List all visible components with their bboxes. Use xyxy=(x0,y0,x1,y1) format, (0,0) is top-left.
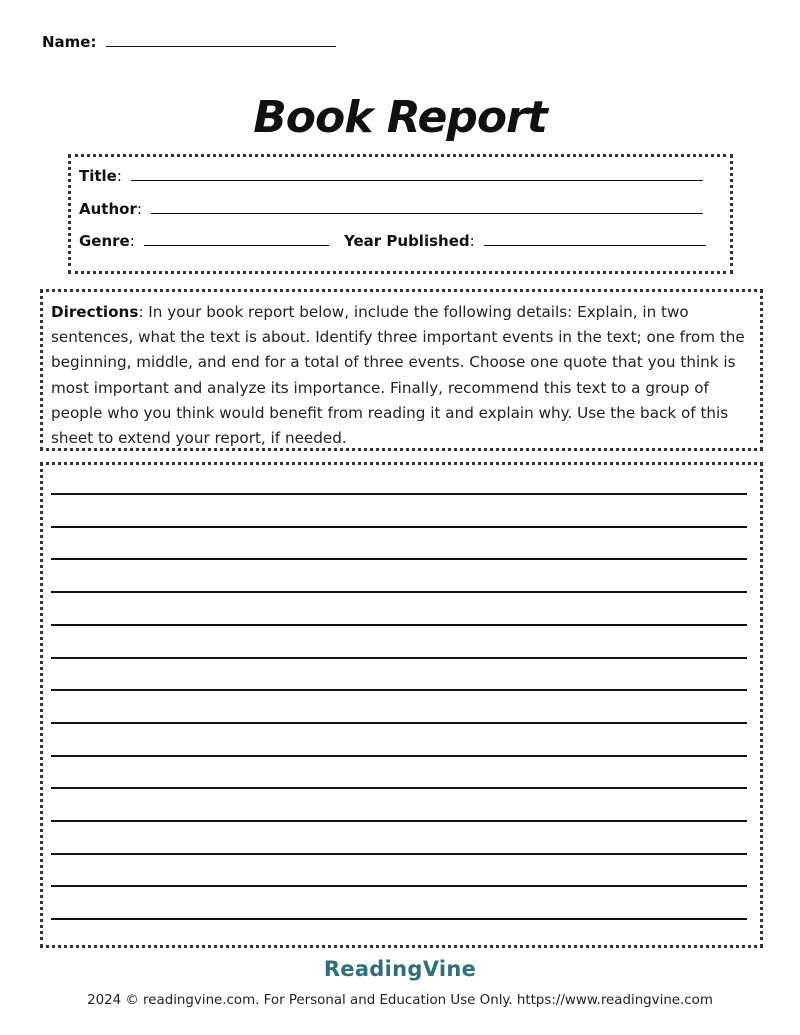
footer-text: 2024 © readingvine.com. For Personal and Education Use Only. https://www.readingvine.com xyxy=(87,993,713,1008)
writing-line[interactable] xyxy=(51,853,747,855)
name-input-line[interactable] xyxy=(106,46,336,47)
directions-body: : In your book report below, include the following details: Explain, in two sentences, what the text is about. Identify three important events in the text; one from the beginning, middle, and end for a total of three events. Choose one quote that you think is most important and analyze its importance. Finally, recommend this text to a group of people who you think would benefit from reading it and explain why. Use the back of this sheet to extend your report, if needed. xyxy=(51,303,745,448)
writing-line[interactable] xyxy=(51,558,747,560)
writing-line[interactable] xyxy=(51,885,747,887)
author-input-line[interactable] xyxy=(151,213,703,214)
writing-area[interactable] xyxy=(40,462,763,948)
genre-field: Genre: xyxy=(79,232,329,250)
writing-line[interactable] xyxy=(51,657,747,659)
title-label: Title xyxy=(79,167,117,185)
readingvine-logo: ReadingVine xyxy=(323,957,477,981)
directions-text xyxy=(51,300,751,451)
writing-line[interactable] xyxy=(51,787,747,789)
title-input-line[interactable] xyxy=(131,180,703,181)
year-input-line[interactable] xyxy=(484,245,706,246)
author-label: Author xyxy=(79,200,137,218)
genre-input-line[interactable] xyxy=(144,245,329,246)
writing-line[interactable] xyxy=(51,493,747,495)
writing-line[interactable] xyxy=(51,689,747,691)
author-field: Author: xyxy=(79,200,703,218)
genre-label: Genre xyxy=(79,232,130,250)
title-field: Title: xyxy=(79,167,703,185)
directions-box xyxy=(40,289,763,451)
writing-line[interactable] xyxy=(51,755,747,757)
writing-line[interactable] xyxy=(51,722,747,724)
writing-line[interactable] xyxy=(51,918,747,920)
year-field: Year Published: xyxy=(344,232,706,250)
page-title: Book Report xyxy=(253,92,547,143)
book-info-box xyxy=(68,154,733,274)
year-label: Year Published xyxy=(344,232,470,250)
directions-label: Directions xyxy=(51,303,139,321)
writing-line[interactable] xyxy=(51,526,747,528)
name-field xyxy=(42,33,336,51)
writing-line[interactable] xyxy=(51,591,747,593)
writing-line[interactable] xyxy=(51,820,747,822)
writing-line[interactable] xyxy=(51,624,747,626)
name-label: Name: xyxy=(42,33,97,51)
